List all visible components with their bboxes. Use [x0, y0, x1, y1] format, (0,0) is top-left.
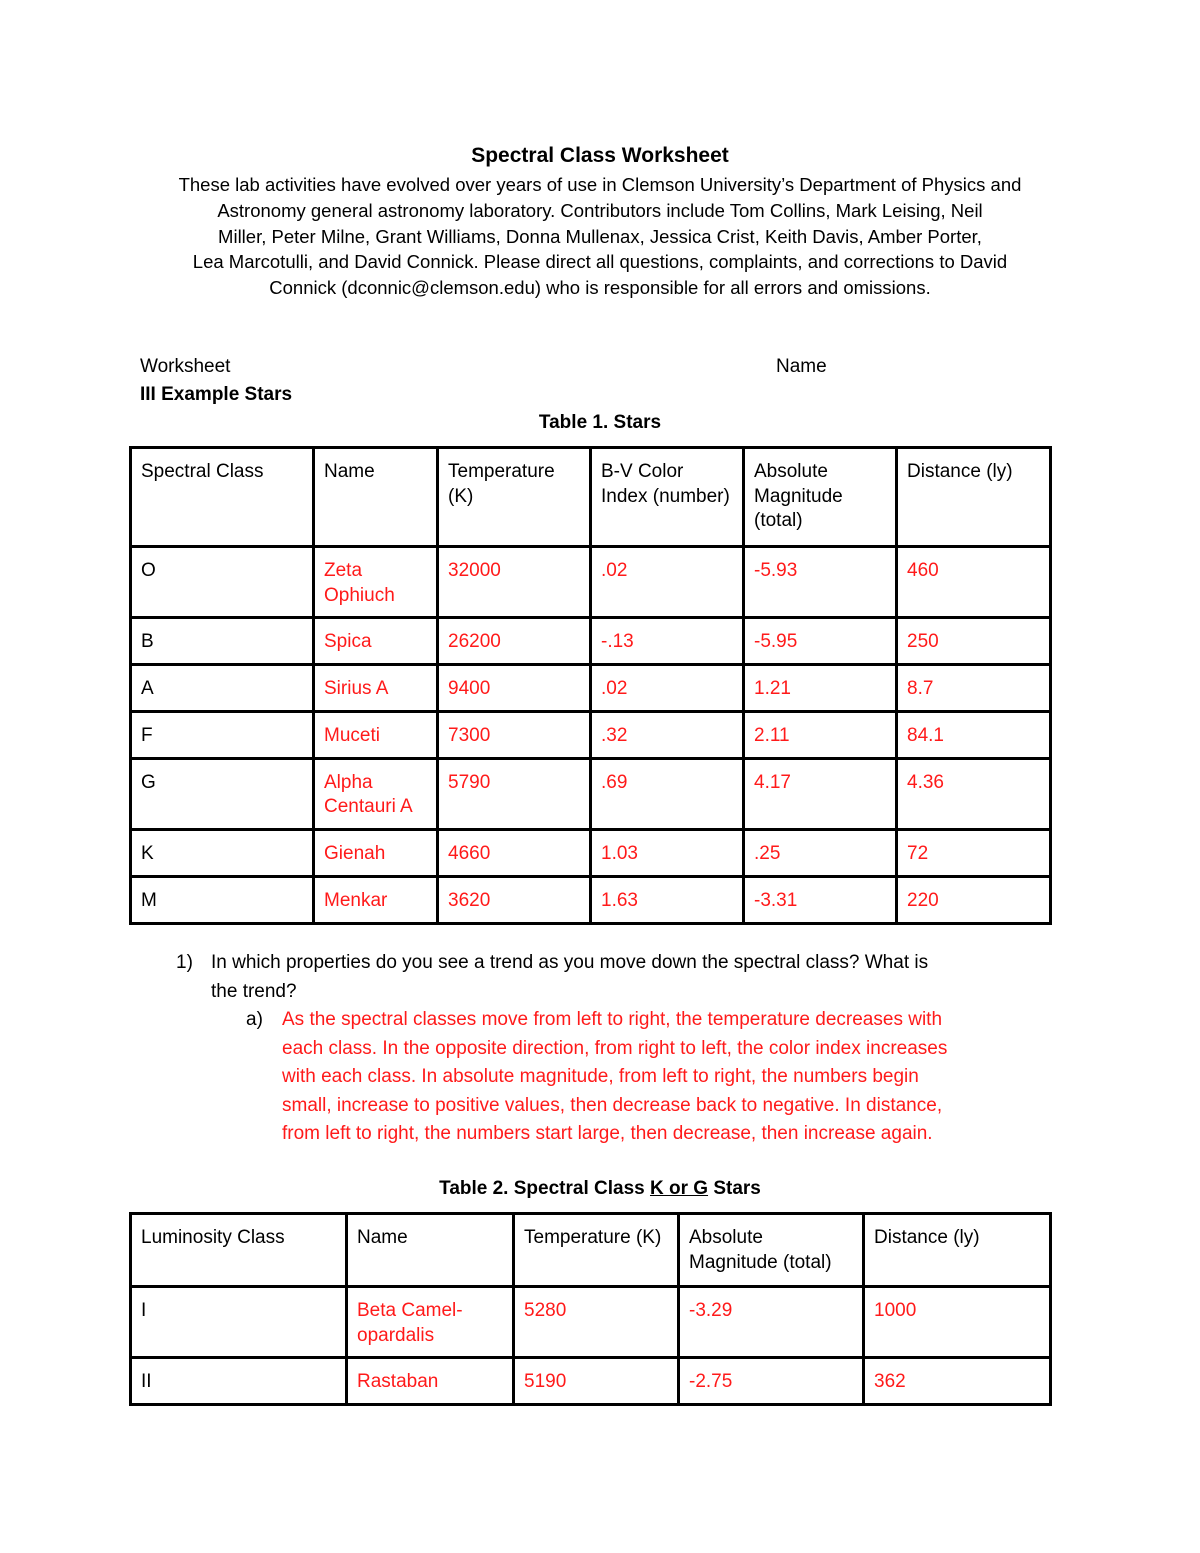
table-header-row [131, 1214, 1051, 1287]
answer-cell: 5280 [514, 1287, 679, 1358]
table-row [131, 711, 1051, 758]
question-line: In which properties do you see a trend as you move down the spectral class? What is [211, 952, 929, 973]
answer-cell: 1000 [864, 1287, 1051, 1358]
table-row [131, 665, 1051, 712]
answer-cell: -5.93 [744, 547, 897, 618]
table-cell: II [131, 1358, 347, 1405]
answer-cell: 5190 [514, 1358, 679, 1405]
header-cell: Spectral Class [131, 448, 314, 547]
header-cell: Temperature (K) [514, 1214, 679, 1287]
answer-cell: 1.21 [744, 665, 897, 712]
answer-cell: Muceti [314, 711, 438, 758]
answer-cell: .02 [591, 547, 744, 618]
answer-cell: -3.31 [744, 876, 897, 923]
answer-cell: Spica [314, 618, 438, 665]
worksheet-label: Worksheet [140, 356, 231, 377]
answer-cell: Alpha Centauri A [314, 758, 438, 829]
answer-cell: 220 [897, 876, 1051, 923]
answer-cell: .69 [591, 758, 744, 829]
intro-paragraph [140, 172, 1060, 301]
table-row [131, 1358, 1051, 1405]
answer-cell: 4.17 [744, 758, 897, 829]
header-cell: Name [314, 448, 438, 547]
answer-line: from left to right, the numbers start large, then decrease, then increase again. [282, 1123, 933, 1144]
answer-cell: 26200 [438, 618, 591, 665]
answer-cell: Zeta Ophiuch [314, 547, 438, 618]
answer-cell: Sirius A [314, 665, 438, 712]
table1-caption: Table 1. Stars [538, 412, 662, 433]
answer-text [282, 1006, 1072, 1149]
answer-cell: 460 [897, 547, 1051, 618]
section-heading: III Example Stars [140, 384, 293, 405]
answer-cell: 9400 [438, 665, 591, 712]
header-cell: B-V Color Index (number) [591, 448, 744, 547]
answer-cell: -3.29 [679, 1287, 864, 1358]
name-label: Name [776, 356, 827, 377]
answer-cell: .02 [591, 665, 744, 712]
stars-table [129, 446, 1052, 925]
table-row [131, 829, 1051, 876]
table-row [131, 758, 1051, 829]
answer-line: each class. In the opposite direction, from right to left, the color index increases [282, 1037, 948, 1059]
header-cell: Name [347, 1214, 514, 1287]
intro-line: These lab activities have evolved over years of use in Clemson University’s Department of Physics and [178, 174, 1022, 195]
answer-cell: .25 [744, 829, 897, 876]
table-cell: F [131, 711, 314, 758]
table-cell: A [131, 665, 314, 712]
table-cell: I [131, 1287, 347, 1358]
page-title: Spectral Class Worksheet [471, 144, 729, 167]
header-cell: Distance (ly) [897, 448, 1051, 547]
header-cell: Absolute Magnitude (total) [744, 448, 897, 547]
answer-cell: 250 [897, 618, 1051, 665]
header-cell: Luminosity Class [131, 1214, 347, 1287]
answer-cell: 5790 [438, 758, 591, 829]
table-row [131, 618, 1051, 665]
table-cell: O [131, 547, 314, 618]
intro-line: Astronomy general astronomy laboratory. Contributors include Tom Collins, Mark Leising, Neil [217, 199, 983, 221]
table2-caption-underlined: K or G [649, 1178, 709, 1199]
table2-caption [0, 1177, 1200, 1201]
answer-label: a) [246, 1009, 263, 1030]
answer-cell: 3620 [438, 876, 591, 923]
question-line: the trend? [211, 980, 297, 1002]
answer-cell: 362 [864, 1358, 1051, 1405]
table-cell: G [131, 758, 314, 829]
answer-cell: Rastaban [347, 1358, 514, 1405]
answer-line: with each class. In absolute magnitude, from left to right, the numbers begin [282, 1066, 919, 1087]
table-row [131, 1287, 1051, 1358]
answer-cell: Gienah [314, 829, 438, 876]
question-text [211, 949, 1051, 1006]
answer-cell: 1.63 [591, 876, 744, 923]
table-row [131, 876, 1051, 923]
table-cell: K [131, 829, 314, 876]
header-cell: Temperature (K) [438, 448, 591, 547]
answer-cell: 1.03 [591, 829, 744, 876]
intro-line: Connick (dconnic@clemson.edu) who is responsible for all errors and omissions. [269, 277, 931, 299]
intro-line: Lea Marcotulli, and David Connick. Please direct all questions, complaints, and corrections to David [192, 251, 1008, 273]
table-cell: M [131, 876, 314, 923]
table-header-row [131, 448, 1051, 547]
header-cell: Absolute Magnitude (total) [679, 1214, 864, 1287]
answer-cell: -.13 [591, 618, 744, 665]
answer-cell: 72 [897, 829, 1051, 876]
answer-cell: 4660 [438, 829, 591, 876]
answer-cell: 8.7 [897, 665, 1051, 712]
table-cell: B [131, 618, 314, 665]
table2-caption-suffix: Stars [708, 1178, 761, 1199]
answer-cell: -5.95 [744, 618, 897, 665]
answer-cell: 2.11 [744, 711, 897, 758]
question-number: 1) [176, 952, 193, 973]
table2-caption-prefix: Table 2. Spectral Class [439, 1178, 650, 1199]
luminosity-table [129, 1212, 1052, 1406]
table-row [131, 547, 1051, 618]
answer-cell: 7300 [438, 711, 591, 758]
intro-line: Miller, Peter Milne, Grant Williams, Donna Mullenax, Jessica Crist, Keith Davis, Amber Porter, [218, 225, 982, 247]
header-cell: Distance (ly) [864, 1214, 1051, 1287]
answer-cell: Menkar [314, 876, 438, 923]
answer-cell: Beta Camel-opardalis [347, 1287, 514, 1358]
answer-cell: 32000 [438, 547, 591, 618]
answer-line: small, increase to positive values, then decrease back to negative. In distance, [282, 1094, 943, 1116]
answer-cell: -2.75 [679, 1358, 864, 1405]
answer-line: As the spectral classes move from left to right, the temperature decreases with [282, 1009, 943, 1030]
answer-cell: .32 [591, 711, 744, 758]
answer-cell: 84.1 [897, 711, 1051, 758]
answer-cell: 4.36 [897, 758, 1051, 829]
